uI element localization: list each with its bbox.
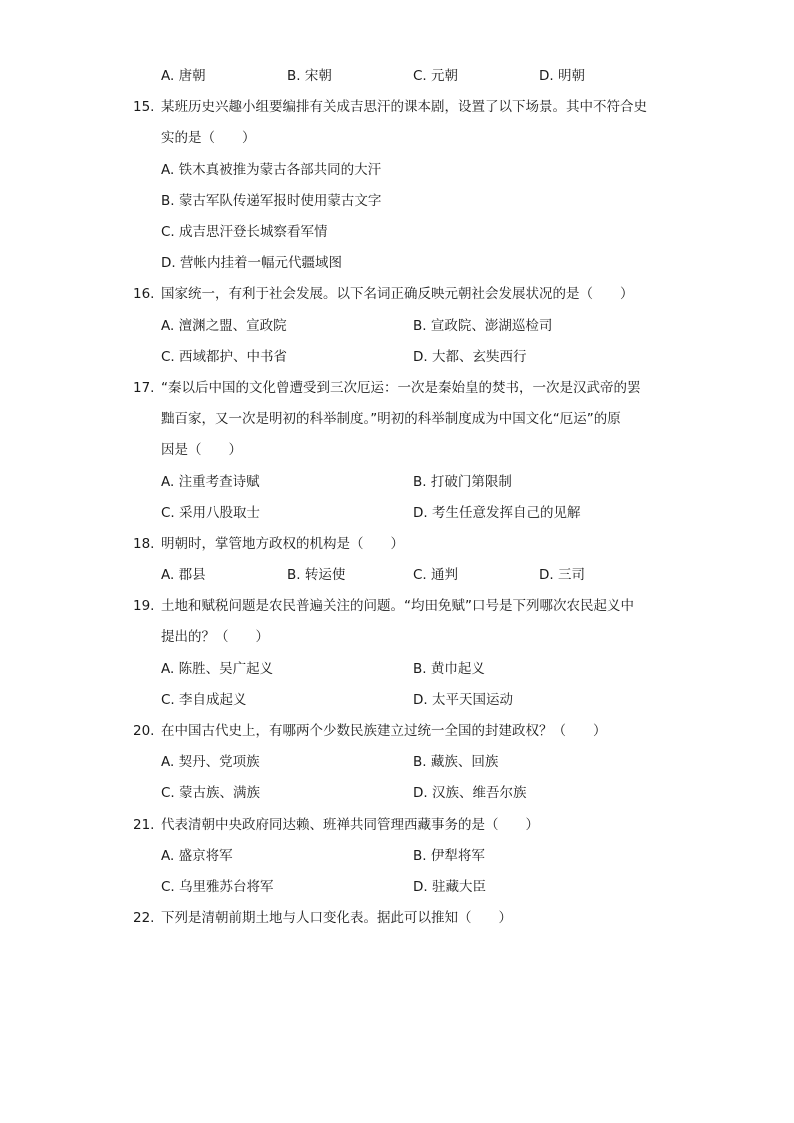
q18-option-a: A. 郡县: [161, 567, 206, 583]
q21-option-d: D. 驻藏大臣: [413, 879, 486, 895]
q15-option-c: C. 成吉思汗登长城察看军情: [161, 224, 328, 240]
q15-text-2: 实的是（ ）: [161, 130, 256, 146]
q21-option-c: C. 乌里雅苏台将军: [161, 879, 274, 895]
q18-option-c: C. 通判: [413, 567, 459, 583]
q19-text-1: 土地和赋税问题是农民普遍关注的问题。“均田免赋”口号是下列哪次农民起义中: [161, 598, 634, 614]
q17-text-3: 因是（ ）: [161, 442, 242, 458]
q20-option-b: B. 藏族、回族: [413, 754, 499, 770]
q18-option-d: D. 三司: [539, 567, 585, 583]
q17-option-a: A. 注重考查诗赋: [161, 474, 260, 490]
q16-text-1: 国家统一，有利于社会发展。以下名词正确反映元朝社会发展状况的是（ ）: [161, 286, 634, 302]
q20-option-d: D. 汉族、维吾尔族: [413, 785, 527, 801]
q14-option-b: B. 宋朝: [287, 68, 332, 84]
q15-option-b: B. 蒙古军队传递军报时使用蒙古文字: [161, 193, 382, 209]
q20-text-1: 在中国古代史上，有哪两个少数民族建立过统一全国的封建政权？（ ）: [161, 723, 607, 739]
q17-option-d: D. 考生任意发挥自己的见解: [413, 505, 581, 521]
q17-option-b: B. 打破门第限制: [413, 474, 512, 490]
q16-option-b: B. 宣政院、澎湖巡检司: [413, 318, 553, 334]
q21-number: 21.: [133, 817, 155, 833]
q18-text-1: 明朝时，掌管地方政权的机构是（ ）: [161, 536, 404, 552]
q14-option-c: C. 元朝: [413, 68, 459, 84]
q14-option-a: A. 唐朝: [161, 68, 206, 84]
q20-option-a: A. 契丹、党项族: [161, 754, 260, 770]
q15-text-1: 某班历史兴趣小组要编排有关成吉思汗的课本剧，设置了以下场景。其中不符合史: [161, 99, 647, 115]
q21-option-a: A. 盛京将军: [161, 848, 233, 864]
q16-option-c: C. 西域都护、中书省: [161, 349, 288, 365]
q17-option-c: C. 采用八股取士: [161, 505, 261, 521]
q17-number: 17.: [133, 380, 155, 396]
q19-option-b: B. 黄巾起义: [413, 661, 485, 677]
q16-option-a: A. 澶渊之盟、宣政院: [161, 318, 287, 334]
q20-option-c: C. 蒙古族、满族: [161, 785, 261, 801]
q21-option-b: B. 伊犁将军: [413, 848, 485, 864]
q17-text-1: “秦以后中国的文化曾遭受到三次厄运：一次是秦始皇的焚书，一次是汉武帝的罢: [161, 380, 641, 396]
q19-option-d: D. 太平天国运动: [413, 692, 513, 708]
q16-option-d: D. 大都、玄奘西行: [413, 349, 527, 365]
q20-number: 20.: [133, 723, 155, 739]
q19-option-a: A. 陈胜、吴广起义: [161, 661, 274, 677]
q17-text-2: 黜百家，又一次是明初的科举制度。”明初的科举制度成为中国文化“厄运”的原: [161, 411, 621, 427]
q15-number: 15.: [133, 99, 155, 115]
q18-number: 18.: [133, 536, 155, 552]
q15-option-a: A. 铁木真被推为蒙古各部共同的大汗: [161, 162, 382, 178]
q19-option-c: C. 李自成起义: [161, 692, 247, 708]
q16-number: 16.: [133, 286, 155, 302]
q15-option-d: D. 营帐内挂着一幅元代疆域图: [161, 255, 342, 271]
q21-text-1: 代表清朝中央政府同达赖、班禅共同管理西藏事务的是（ ）: [161, 817, 539, 833]
q18-option-b: B. 转运使: [287, 567, 346, 583]
q14-option-d: D. 明朝: [539, 68, 585, 84]
q22-text-1: 下列是清朝前期土地与人口变化表。据此可以推知（ ）: [161, 910, 512, 926]
q19-number: 19.: [133, 598, 155, 614]
q22-number: 22.: [133, 910, 155, 926]
q19-text-2: 提出的？（ ）: [161, 629, 269, 645]
